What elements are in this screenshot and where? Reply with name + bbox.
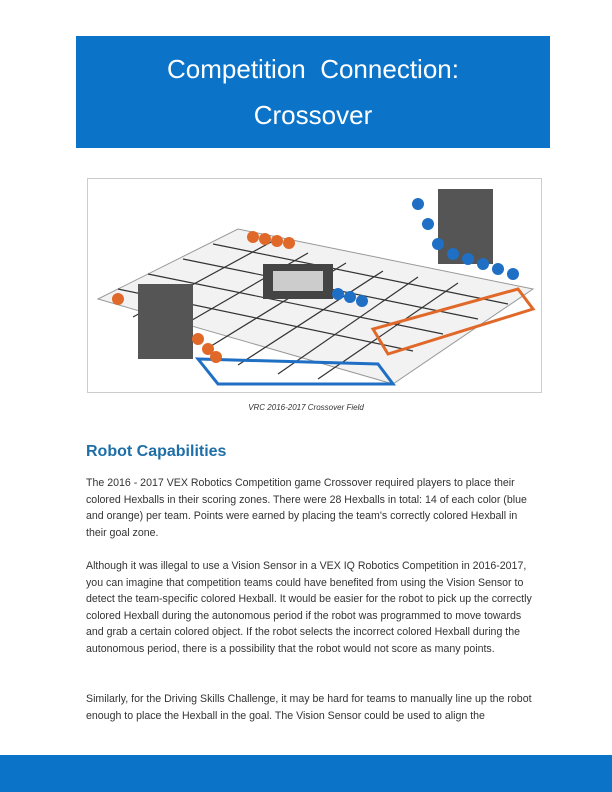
field-illustration bbox=[88, 179, 541, 392]
paragraph-2: Although it was illegal to use a Vision Sensor in a VEX IQ Robotics Competition in 2016-2017, you can imagine that competition teams could have benefited from using the Vision Sensor to detect the team-specific colored Hexball. It would be easier for the robot to pick up the correctly colored Hexball during the autonomous period if the robot was programmed to move towards and grab a certain colored object. If the robot selects the incorrect colored Hexball during the autonomous period, there is a possibility that the robot would not score as many points. bbox=[86, 560, 532, 655]
title-line-2: Crossover bbox=[253, 100, 373, 130]
crossover-field-image bbox=[87, 178, 542, 393]
paragraph-1: The 2016 - 2017 VEX Robotics Competition game Crossover required players to place their colored Hexballs in their scoring zones. There were 28 Hexballs in total: 14 of each color (blue and orange) per team. Points were earned by placing the team's correctly colored Hexball in their goal zone. bbox=[86, 477, 527, 539]
section-heading: Robot Capabilities bbox=[86, 443, 227, 460]
footer-bar bbox=[0, 755, 612, 792]
title-line-1: Competition Connection: bbox=[167, 54, 459, 84]
title-banner bbox=[76, 36, 550, 148]
paragraph-3: Similarly, for the Driving Skills Challenge, it may be hard for teams to manually line up the robot enough to place the Hexball in the goal. The Vision Sensor could be used to align the bbox=[86, 693, 532, 722]
figure-caption: VRC 2016-2017 Crossover Field bbox=[248, 403, 364, 412]
left-tower bbox=[138, 284, 193, 359]
right-tower bbox=[438, 189, 493, 264]
